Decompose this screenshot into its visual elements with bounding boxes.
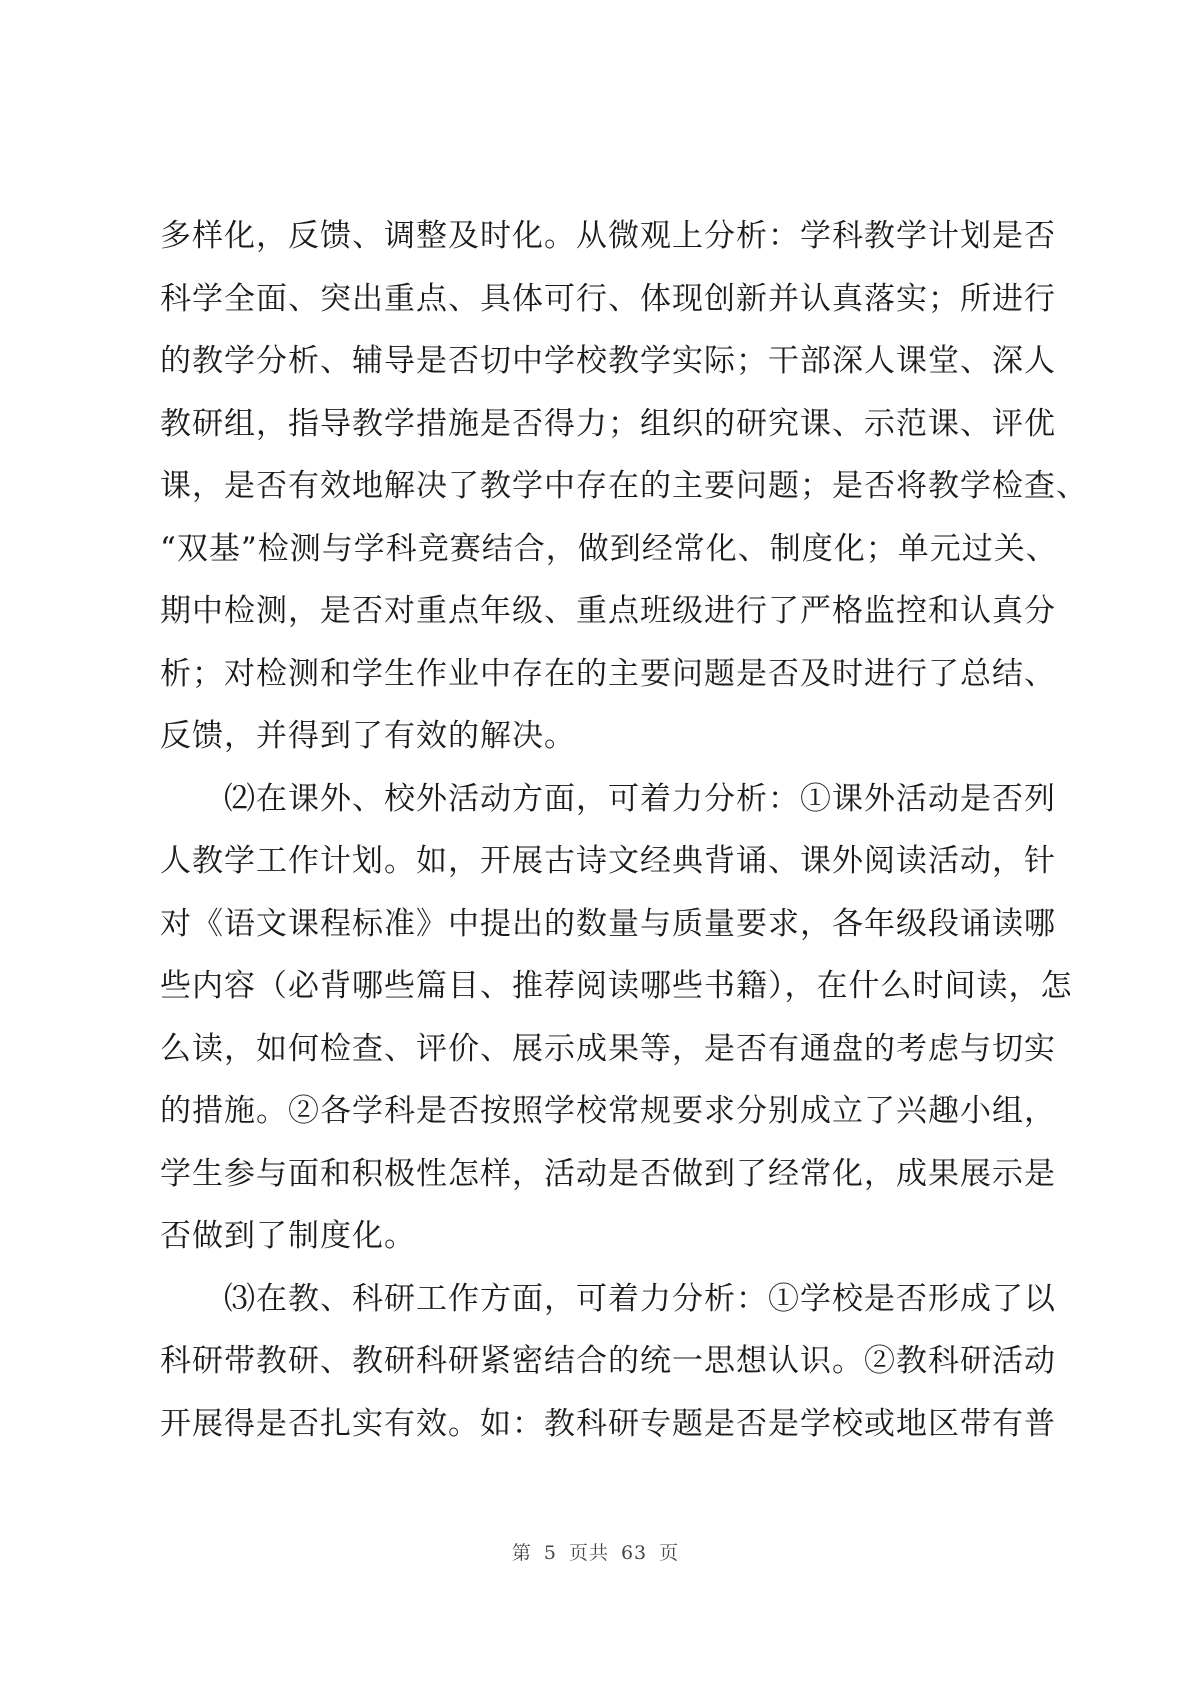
text-line: ⑵在课外、校外活动方面，可着力分析：①课外活动是否列 <box>224 780 1056 817</box>
text-line: 的措施。②各学科是否按照学校常规要求分别成立了兴趣小组， <box>160 1093 1056 1129</box>
footer-mid: 页共 <box>568 1542 609 1564</box>
text-line: 开展得是否扎实有效。如：教科研专题是否是学校或地区带有普 <box>160 1405 1056 1442</box>
text-line: 科研带教研、教研科研紧密结合的统一思想认识。②教科研活动 <box>160 1343 1056 1379</box>
paragraph-2 <box>160 768 1073 1268</box>
text-line: 学生参与面和积极性怎样，活动是否做到了经常化，成果展示是 <box>160 1155 1056 1192</box>
text-line: 人教学工作计划。如，开展古诗文经典背诵、课外阅读活动，针 <box>160 843 1056 879</box>
page-footer <box>0 1538 1191 1565</box>
paragraph-1 <box>160 205 1088 768</box>
text-line: 多样化，反馈、调整及时化。从微观上分析：学科教学计划是否 <box>160 218 1056 254</box>
text-line: 课，是否有效地解决了教学中存在的主要问题；是否将教学检查、 <box>160 468 1088 504</box>
current-page-number: 5 <box>543 1542 557 1564</box>
text-line: 的教学分析、辅导是否切中学校教学实际；干部深人课堂、深人 <box>160 343 1056 379</box>
text-line: 科学全面、突出重点、具体可行、体现创新并认真落实；所进行 <box>160 280 1056 317</box>
footer-suffix: 页 <box>659 1542 680 1564</box>
text-line: 么读，如何检查、评价、展示成果等，是否有通盘的考虑与切实 <box>160 1030 1056 1067</box>
text-line: 否做到了制度化。 <box>160 1218 416 1254</box>
body-text <box>160 205 1088 1455</box>
text-line: “双基”检测与学科竞赛结合，做到经常化、制度化；单元过关、 <box>160 530 1058 567</box>
text-line: 教研组，指导教学措施是否得力；组织的研究课、示范课、评优 <box>160 405 1056 442</box>
text-line: 反馈，并得到了有效的解决。 <box>160 718 576 754</box>
total-page-count: 63 <box>620 1542 648 1564</box>
text-line: 对《语文课程标准》中提出的数量与质量要求，各年级段诵读哪 <box>160 905 1056 942</box>
footer-prefix: 第 <box>511 1542 532 1564</box>
text-line: 些内容（必背哪些篇目、推荐阅读哪些书籍），在什么时间读，怎 <box>160 968 1073 1004</box>
text-line: ⑶在教、科研工作方面，可着力分析：①学校是否形成了以 <box>224 1280 1056 1317</box>
paragraph-3 <box>160 1268 1056 1456</box>
text-line: 期中检测，是否对重点年级、重点班级进行了严格监控和认真分 <box>160 593 1056 629</box>
text-line: 析；对检测和学生作业中存在的主要问题是否及时进行了总结、 <box>160 655 1056 692</box>
